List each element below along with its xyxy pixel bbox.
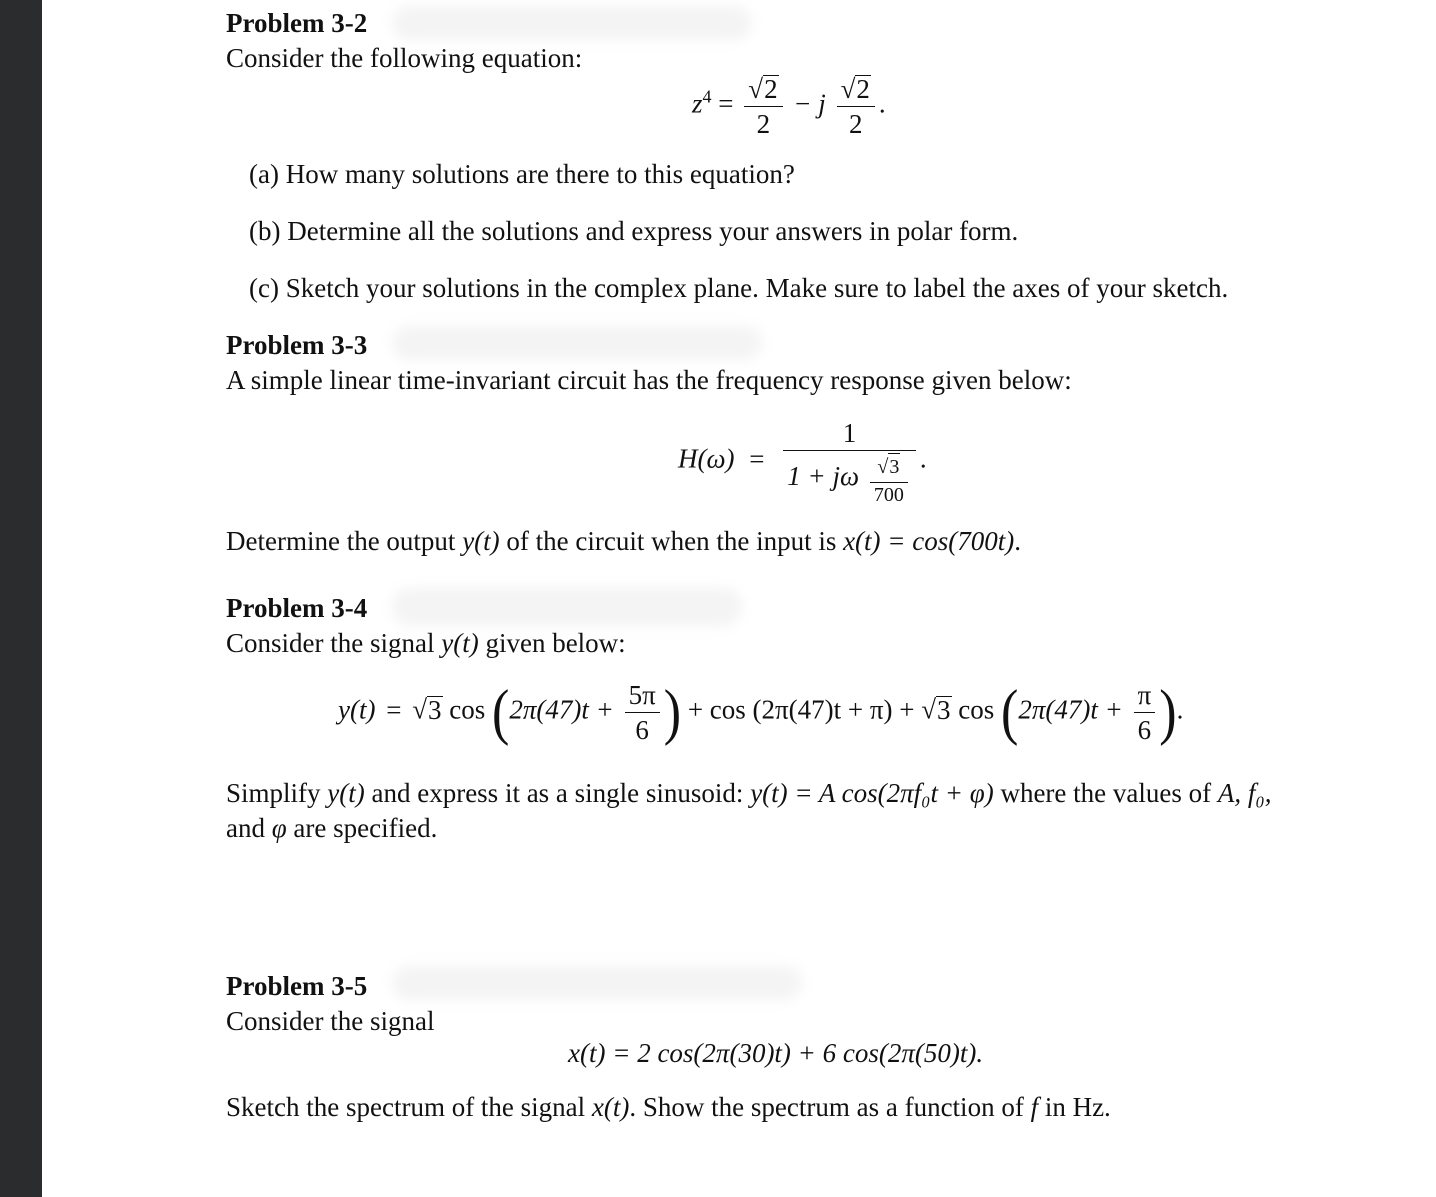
problem-3-4-intro	[226, 626, 626, 660]
sk-mid: . Show the spectrum as a function of	[629, 1092, 1031, 1122]
equation-H: H(ω) = 1 1 + jω $\frac{√3}{700}$ .	[678, 418, 927, 506]
problem-3-5-sketch	[226, 1090, 1111, 1124]
equation-z4: $z^4$ = $\frac{√2}{2}$ − j $\frac{√2}{2}$ .	[692, 74, 886, 139]
document-page	[42, 0, 1436, 1197]
problem-3-2-intro: Consider the following equation:	[226, 43, 583, 73]
den-6-b: 6	[1137, 715, 1152, 745]
arg-1: 2π(47)t +	[509, 694, 614, 725]
problem-3-3-intro: A simple linear time-invariant circuit has the frequency response given below:	[226, 365, 1072, 395]
intro-post: given below:	[478, 628, 626, 658]
eq-exponent: 4	[702, 86, 712, 107]
s-post: where the values of	[993, 778, 1218, 808]
q-post: .	[1014, 526, 1021, 556]
equation-y: y(t) = √3 cos (2π(47)t + $\frac{5\pi}{6}$ ) + cos (2π(47)t + π) + √3 cos (2π(47)t + $\frac{\pi}{6}$ ).	[338, 678, 1184, 747]
intro-yt: y(t)	[441, 628, 479, 658]
problem-3-2-part-a: (a) How many solutions are there to this equation?	[249, 159, 795, 189]
frac-sqrt2-over-2-b: $\frac{√2}{2}$	[837, 74, 875, 139]
eq-H-omega: H(ω)	[678, 443, 735, 474]
s-single-sinusoid: y(t) = A cos(2πf₀t + φ)	[750, 778, 994, 808]
denominator-2: 2	[756, 109, 771, 139]
eq-z: z	[692, 88, 703, 119]
s-vars: A, f₀,	[1217, 778, 1272, 808]
frac-H	[783, 418, 916, 505]
sqrt-3: 3	[888, 453, 900, 480]
left-dark-sidebar	[0, 0, 42, 1197]
sk-f: f	[1030, 1092, 1039, 1122]
num-pi: π	[1134, 680, 1156, 713]
q-yt: y(t)	[462, 526, 500, 556]
num-5pi: 5π	[625, 680, 660, 713]
l2-pre: and	[226, 813, 272, 843]
arg-3: 2π(47)t +	[1018, 694, 1123, 725]
eq-yt: y(t)	[338, 694, 376, 725]
equation-x: x(t) = 2 cos(2π(30)t) + 6 cos(2π(50)t).	[568, 1038, 984, 1068]
frac-sqrt3-over-700: $\frac{√3}{700}$	[870, 453, 908, 505]
redaction-smear	[392, 326, 762, 360]
problem-3-5-intro: Consider the signal	[226, 1006, 435, 1036]
s-mid: and express it as a single sinusoid:	[364, 778, 751, 808]
l2-post: are specified.	[286, 813, 438, 843]
q-mid: of the circuit when the input is	[499, 526, 844, 556]
s-yt: y(t)	[327, 778, 365, 808]
problem-3-3-title: Problem 3-3	[226, 330, 368, 360]
frac-5pi-over-6	[625, 680, 660, 745]
problem-3-4-simplify	[226, 776, 1272, 810]
sqrt-3: 3	[428, 694, 442, 725]
eq-equals: =	[749, 443, 765, 474]
s-pre: Simplify	[226, 778, 328, 808]
denominator-700: 700	[873, 484, 904, 506]
redaction-smear	[392, 6, 752, 40]
problem-3-3-question	[226, 524, 1021, 558]
sqrt-2: 2	[856, 74, 870, 104]
problem-3-2-part-c: (c) Sketch your solutions in the complex plane. Make sure to label the axes of your sketch.	[249, 273, 1229, 303]
den-6: 6	[635, 715, 649, 745]
eq-equals: =	[386, 694, 402, 725]
redaction-smear	[392, 588, 742, 626]
sk-post: in Hz.	[1038, 1092, 1111, 1122]
frac-pi-over-6	[1134, 680, 1156, 745]
sqrt-3-b: 3	[937, 694, 951, 725]
cos-3: cos	[958, 694, 995, 725]
eq-equals: =	[718, 88, 734, 119]
q-xt-cos: x(t) = cos(700t)	[843, 526, 1015, 556]
sqrt-2: 2	[764, 74, 778, 104]
problem-3-5-title: Problem 3-5	[226, 971, 368, 1001]
problem-3-4-line2	[226, 811, 437, 845]
problem-3-2-part-b: (b) Determine all the solutions and express your answers in polar form.	[249, 216, 1019, 246]
l2-phi: φ	[271, 813, 287, 843]
problem-3-2-title: Problem 3-2	[226, 8, 368, 38]
numerator-1: 1	[783, 418, 916, 451]
redaction-smear	[392, 966, 802, 1000]
sk-xt: x(t)	[591, 1092, 630, 1122]
problem-3-4-title: Problem 3-4	[226, 593, 368, 623]
frac-sqrt2-over-2: $\frac{√2}{2}$	[744, 74, 782, 139]
intro-pre: Consider the signal	[226, 628, 442, 658]
cos-1: cos	[449, 694, 486, 725]
eq-minus-j: − j	[793, 88, 826, 119]
denominator-1-plus-jw: 1 + jω	[787, 461, 860, 492]
q-pre: Determine the output	[226, 526, 463, 556]
sk-pre: Sketch the spectrum of the signal	[226, 1092, 592, 1122]
denominator-2: 2	[848, 109, 863, 139]
eq-middle-term: + cos (2π(47)t + π) +	[687, 694, 915, 725]
